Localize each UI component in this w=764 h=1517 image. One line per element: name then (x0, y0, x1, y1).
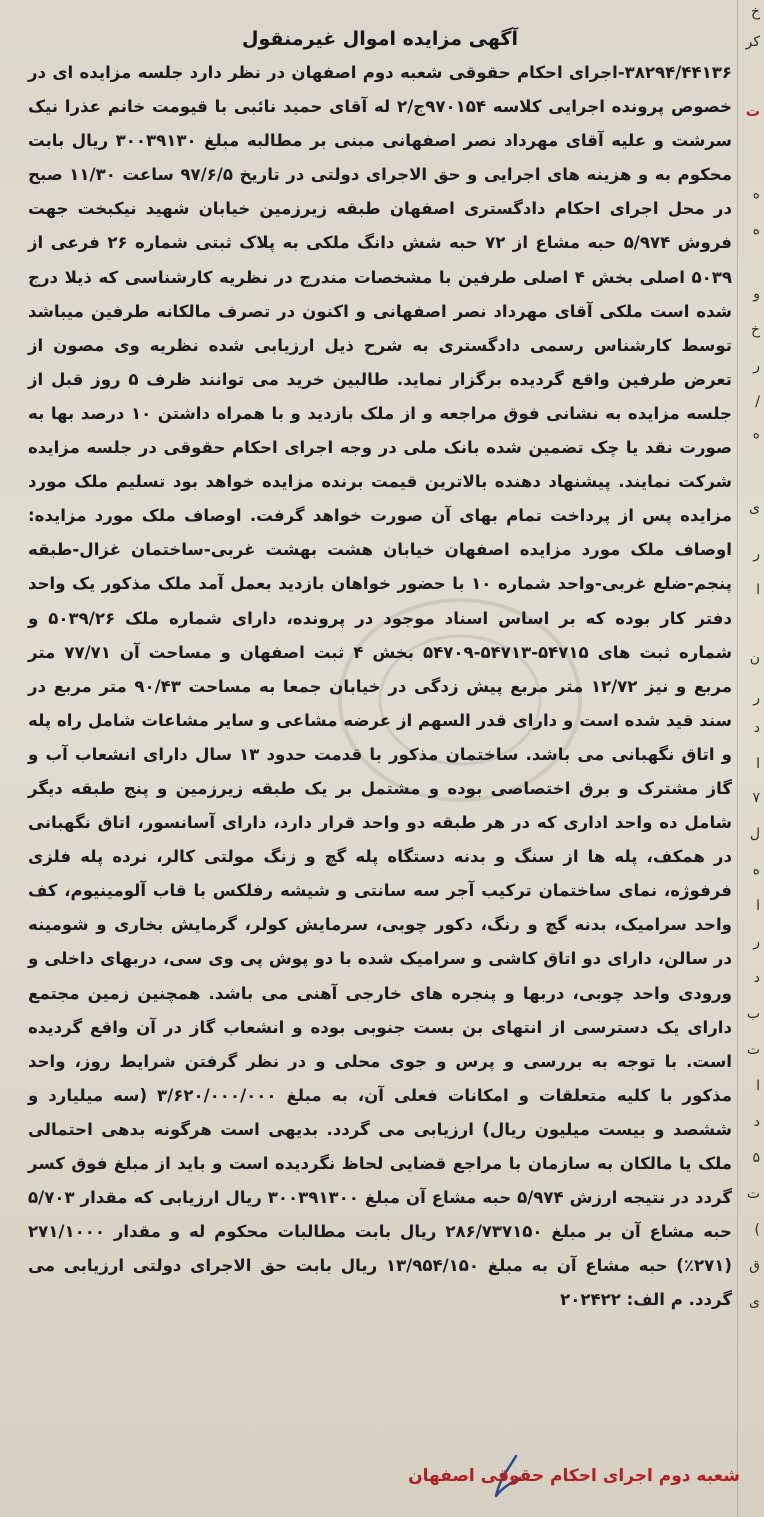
margin-char: و (753, 286, 760, 302)
margin-char: ی (749, 1294, 760, 1310)
margin-char: ت (746, 1186, 760, 1202)
margin-char: ( (754, 1222, 760, 1238)
margin-char: / (755, 394, 760, 410)
margin-char: ر (753, 690, 760, 706)
notice-body: ۳۸۲۹۴/۴۴۱۳۶-اجرای احکام حقوقی شعبه دوم اصفهان در نظر دارد جلسه مزایده ای در خصوص پرونده اجرایی کلاسه ۹۷۰۱۵۴ج/۲ له آقای حمید نائبی با قیومت خانم عذرا نیک سرشت و علیه آقای مهرداد نصر اصفهانی مبنی بر مطالبه مبلغ ۳۰۰۳۹۱۳۰ ریال بابت محکوم به و هزینه های اجرایی و حق الاجرای دولتی در تاریخ ۹۷/۶/۵ ساعت ۱۱/۳۰ صبح در محل اجرای احکام دادگستری اصفهان طبقه زیرزمین خیابان شهید نیکبخت جهت فروش ۵/۹۷۴ حبه مشاع از ۷۲ حبه شش دانگ ملکی به پلاک ثبتی شماره ۲۶ فرعی از ۵۰۳۹ اصلی بخش ۴ اصلی طرفین با مشخصات مندرج در نظریه کارشناسی که ذیلا درج شده است ملکی آقای مهرداد نصر اصفهانی و اکنون در تصرف مالکانه طرفین میباشد توسط کارشناس رسمی دادگستری به شرح ذیل ارزیابی شده نظریه وی مصون از تعرض طرفین واقع گردیده برگزار نماید. طالبین خرید می توانند ظرف ۵ روز قبل از جلسه مزایده به نشانی فوق مراجعه و از ملک بازدید و با همراه داشتن ۱۰ درصد بها به صورت نقد یا چک تضمین شده بانک ملی در وجه اجرای احکام حقوقی در جلسه مزایده شرکت نمایند. پیشنهاد دهنده بالاترین قیمت برنده مزایده خواهد بود تسلیم ملک مورد مزایده پس از پرداخت تمام بهای آن صورت خواهد گرفت. اوصاف ملک مورد مزایده: اوصاف ملک مورد مزایده اصفهان خیابان هشت بهشت غربی-ساختمان غزال-طبقه پنجم-ضلع غربی-واحد شماره ۱۰ با حضور خواهان بازدید بعمل آمد ملک مذکور یک واحد دفتر کار بوده که بر اساس اسناد موجود در پرونده، دارای شماره ملک ۵۰۳۹/۲۶ و شماره ثبت های ۵۴۷۱۵-۵۴۷۱۳-۵۴۷۰۹ بخش ۴ ثبت اصفهان و مساحت آن ۷۷/۷۱ متر مربع و نیز ۱۲/۷۲ متر مربع پیش زدگی در خیابان جمعا به مساحت ۹۰/۴۳ متر مربع در سند قید شده است و دارای قدر السهم از عرضه مشاعی و سایر مشاعات شامل راه پله و اتاق نگهبانی می باشد. ساختمان مذکور با قدمت حدود ۱۳ سال دارای انشعاب آب و گاز مشترک و برق اختصاصی بوده و مشتمل بر یک طبقه زیرزمین و پنج طبقه دیگر شامل ده واحد اداری که در هر طبقه دو واحد قرار دارد، دارای آسانسور، اتاق نگهبانی در همکف، پله ها از سنگ و بدنه دستگاه پله گچ و زنگ مولتی کالر، نرده پله فلزی فرفوژه، نمای ساختمان ترکیب آجر سه سانتی و شیشه رفلکس با قاب آلومینیوم، کف واحد سرامیک، بدنه گچ و رنگ، دکور چوبی، سرمایش کولر، گرمایش بخاری و شومینه در سالن، دارای دو اتاق کاشی و سرامیک شده با دو پوش پی وی سی، دربهای داخلی و ورودی واحد چوبی، دربها و پنجره های خارجی آهنی می باشد. همچنین زمین مجتمع دارای یک دسترسی از انتهای بن بست جنوبی بوده و انشعاب گاز در آن واقع گردیده است. با توجه به بررسی و پرس و جوی محلی و در نظر گرفتن شرایط روز، واحد مذکور با کلیه متعلقات و امکانات فعلی آن، به مبلغ ۳/۶۲۰/۰۰۰/۰۰۰ (سه میلیارد و ششصد و بیست میلیون ریال) ارزیابی می گردد. بدیهی است هرگونه بدهی احتمالی ملک یا مالکان به سازمان با مراجع قضایی لحاظ نگردیده است و باید از مبلغ فوق کسر گردد در نتیجه ارزش ۵/۹۷۴ حبه مشاع آن مبلغ ۳۰۰۳۹۱۳۰۰ ریال ارزیابی که مقدار ۵/۷۰۳ حبه مشاع آن بر مبلغ ۲۸۶/۷۳۷۱۵۰ ریال بابت مطالبات محکوم له و مقدار ۲۷۱/۱۰۰۰ (۲۷۱٪) حبه مشاع آن به مبلغ ۱۳/۹۵۴/۱۵۰ ریال بابت حق الاجرای دولتی ارزیابی می گردد. م الف: ۲۰۲۴۲۲ (28, 63, 733, 1310)
margin-char: ی (749, 500, 760, 516)
margin-char: ه (752, 186, 760, 202)
margin-char: ن (749, 650, 760, 666)
margin-char: ل (749, 826, 760, 842)
margin-char: خ (750, 4, 760, 20)
notice-headline: آگهی مزایده اموال غیرمنقول (242, 28, 518, 50)
margin-char: ا (756, 898, 760, 914)
margin-char: ر (753, 358, 760, 374)
margin-char: ا (756, 582, 760, 598)
auction-notice-article (28, 28, 732, 1317)
margin-char: د (753, 720, 760, 736)
margin-char: ر (753, 546, 760, 562)
margin-char: ۵ (752, 1150, 760, 1166)
margin-char: ه (752, 222, 760, 238)
margin-char: د (753, 1114, 760, 1130)
margin-char: ۷ (752, 790, 760, 806)
margin-char: ر (753, 934, 760, 950)
margin-char: ا (756, 1078, 760, 1094)
margin-char: ه (752, 862, 760, 878)
margin-char: کر (745, 34, 760, 50)
margin-char: خ (750, 322, 760, 338)
margin-char: ب (746, 1006, 760, 1022)
margin-char: ق (749, 1258, 760, 1274)
margin-char: ه (752, 426, 760, 442)
margin-char: ت (745, 104, 760, 120)
margin-char: د (753, 970, 760, 986)
adjacent-column-strip (737, 0, 764, 1517)
margin-char: ا (756, 756, 760, 772)
margin-char: ت (746, 1042, 760, 1058)
issuing-authority-signature: شعبه دوم اجرای احکام حقوقی اصفهان (408, 1466, 740, 1486)
